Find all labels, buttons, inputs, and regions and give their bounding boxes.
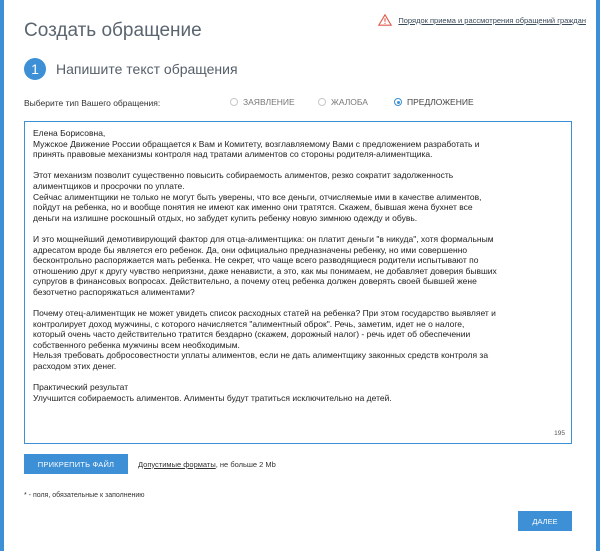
message-paragraph: Этот механизм позволит существенно повысить собираемость алиментов, резко сократит задолженность алиментщиков и просрочки по уплате. Сейчас алиментщики не только не могут быть уверены, что все деньги, отчисляемые ими в качестве алиментов, пойдут на ребенка, но и вообще понятия не имеют как именно они тратятся. Скажем, бывшая жена бухнет все деньги на излишне роскошный отдых, но забудет купить ребенку новую зимнюю одежду и обувь. [33, 170, 482, 223]
window-right-edge [596, 0, 600, 551]
message-paragraph: Почему отец-алиментщик не может увидеть список расходных статей на ребенка? При этом государство выявляет и контролирует доход мужчины, с которого начисляется "алиментный оброк". Речь, заметим, идет не о налоге, который очень часто действительно тратится бездарно (скажем, дорожный налог) - речь идет об обеспечении собственного ребенка мужчины всем необходимым. Нельзя требовать добросовестности уплаты алиментов, если не дать алиментщику законных средств контроля за расходом этих денег. [33, 308, 496, 372]
radio-proposal[interactable] [394, 97, 474, 107]
warning-icon [378, 14, 392, 26]
step-number-badge: 1 [24, 58, 46, 80]
radio-indicator[interactable] [394, 98, 402, 106]
appeal-type-label: Выберите тип Вашего обращения: [24, 98, 161, 108]
radio-indicator[interactable] [230, 98, 238, 106]
radio-label-proposal[interactable]: ПРЕДЛОЖЕНИЕ [407, 97, 474, 107]
radio-indicator[interactable] [318, 98, 326, 106]
required-fields-note: * - поля, обязательные к заполнению [24, 492, 145, 499]
radio-statement[interactable] [230, 97, 295, 107]
page-title: Создать обращение [24, 20, 202, 41]
attachment-info [138, 460, 276, 469]
rules-link[interactable] [378, 14, 586, 26]
size-limit-note: , не больше 2 Mb [215, 459, 276, 469]
step-header [24, 58, 238, 80]
message-paragraph: Елена Борисовна, Мужское Движение России обращается к Вам и Комитету, возглавляемому Вами с предложением разработать и принять правовые механизмы контроля над тратами алиментов со стороны родителя-алиментщика. [33, 128, 480, 160]
attachment-row [24, 454, 276, 474]
radio-complaint[interactable] [318, 97, 368, 107]
next-button[interactable]: ДАЛЕЕ [518, 511, 572, 531]
char-counter: 195 [554, 430, 565, 438]
radio-label-statement[interactable]: ЗАЯВЛЕНИЕ [243, 97, 295, 107]
rules-link-label[interactable]: Порядок приема и рассмотрения обращений граждан [398, 15, 586, 25]
message-paragraph: Практический результат Улучшится собираемость алиментов. Алименты будут тратиться исключительно на детей. [33, 382, 392, 403]
step-title: Напишите текст обращения [56, 61, 238, 77]
allowed-formats-link[interactable]: Допустимые форматы [138, 459, 216, 469]
message-textarea[interactable] [24, 121, 572, 444]
attach-file-button[interactable]: ПРИКРЕПИТЬ ФАЙЛ [24, 454, 128, 474]
radio-label-complaint[interactable]: ЖАЛОБА [331, 97, 368, 107]
window-left-edge [0, 0, 4, 551]
message-paragraph: И это мощнейший демотивирующий фактор для отца-алиментщика: он платит деньги "в никуда", хотя формальным адресатом вроде бы является его ребенок. Да, они официально предназначены ребенку, но ими совершенно бесконтрольно распоряжается мать ребенка. Не секрет, что чаще всего разводящиеся родители испытывают по отношению друг к другу чувство неприязни, даже ненависти, а это, как мы понимаем, не добавляет доверия бывших супругов в финансовых вопросах. Действительно, а почему отец ребенка должен доверять своей бывшей жене безотчетно распоряжаться алиментами? [33, 233, 497, 297]
